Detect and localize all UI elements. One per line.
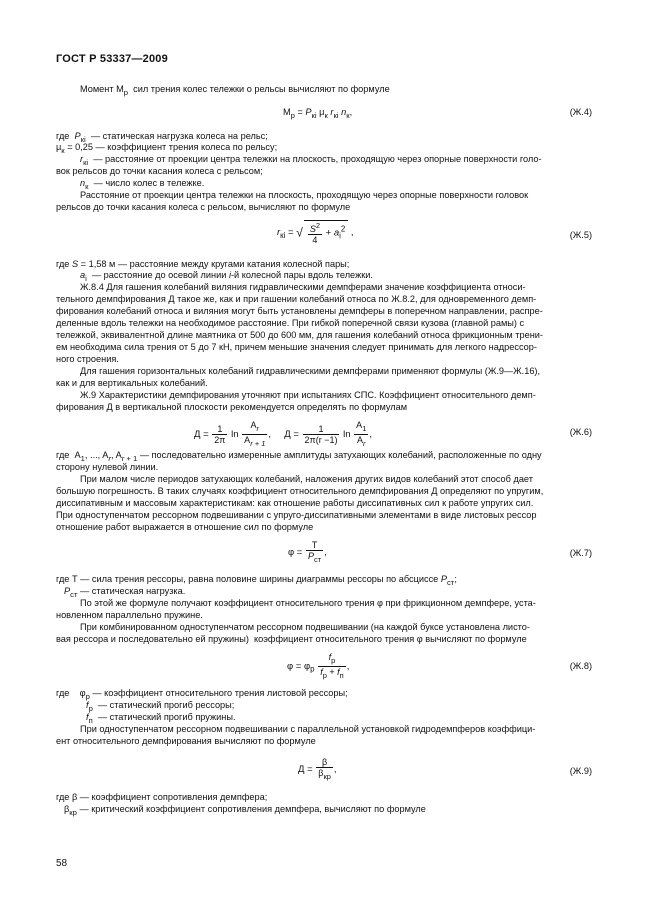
- paragraph-line: фирования колебаний относа и виляния могут быть установлены демпферы в поперечном направлении, распре-: [56, 306, 543, 316]
- formula-zh6: Д = $\frac{1}{2\pi}$ ln $\frac{A_r}{A_{r + 1}}$ , Д = $\frac{1}{2\pi(r -1)}$ ln $\frac{A_1}{A_r}$ ,: [194, 420, 372, 448]
- definition-line: $f_р$ — статический прогиб рессоры;: [86, 700, 235, 713]
- equation-number: (Ж.7): [569, 548, 592, 558]
- paragraph-line: Ж.8.4 Для гашения колебаний виляния гидравлическими демпферами значение коэффициента относи-: [80, 282, 526, 292]
- formula-zh4: $M_р = P_{кi}$ $\mu_к$ $r_{кi}$ $n_к$,: [283, 107, 353, 120]
- paragraph-line: Для гашения горизонтальных колебаний гидравлическими демпферами применяют формулы (Ж.9—Ж.16),: [80, 366, 541, 376]
- equation-number: (Ж.8): [569, 661, 592, 671]
- paragraph-line: большую погрешность. В таких случаях коэффициент относительного демпфирования Д определяют по упругим,: [56, 486, 544, 496]
- definition-line: где $\varphi_р$ — коэффициент относительного трения листовой рессоры;: [56, 688, 348, 701]
- equation-number: (Ж.4): [569, 107, 592, 117]
- paragraph-line: При одноступенчатом рессорном подвешивании с параллельной установкой гидродемпферов коэффици-: [80, 724, 536, 734]
- formula-zh8: $\varphi = \varphi_р$ $f_р$ $f_р + f_п$ ,: [287, 652, 350, 680]
- definition-line: где Т — сила трения рессоры, равна половине ширины диаграммы рессоры по абсциссе $P_{ст}$;: [56, 574, 457, 587]
- definition-line: где $A_1$, ..., $A_r$, $A_{r + 1}$ — последовательно измеренные амплитуды затухающих колебаний, расположенные по одну: [56, 450, 542, 463]
- paragraph-line: По этой же формуле получают коэффициент относительного трения φ при фрикционном демпфере, уста-: [80, 598, 536, 608]
- paragraph-line: деленные вдоль тележки на необходимое расстояние. При гибкой поперечной связи кузова (главной рамы) с: [56, 318, 525, 328]
- definition-line: $\beta_{кр}$ — критический коэффициент сопротивления демпфера, вычисляют по формуле: [64, 804, 426, 817]
- definition-line: $P_{ст}$ — статическая нагрузка.: [64, 586, 186, 599]
- paragraph-line: ент относительного демпфирования вычисляют по формуле: [56, 736, 316, 746]
- page-number: 58: [56, 858, 68, 869]
- definition-line: где $P_{кi}$ — статическая нагрузка колеса на рельс;: [56, 131, 268, 144]
- document-header: ГОСТ Р 53337—2009: [56, 53, 168, 65]
- definition-line: сторону нулевой линии.: [56, 462, 159, 472]
- definition-line: где β — коэффициент сопротивления демпфера;: [56, 792, 268, 802]
- paragraph-line: диссипативным и массовым характеристикам: как отношение работы диссипативных сил к работе упругих сил.: [56, 498, 534, 508]
- equation-number: (Ж.9): [569, 766, 592, 776]
- definition-line: $n_к$ — число колес в тележке.: [80, 178, 205, 191]
- paragraph-line: тельного демпфирования Д такое же, как и при гашении колебаний относа по Ж.8.2, для одновременного демп-: [56, 294, 537, 304]
- paragraph-line: вая рессора и последовательно ей пружины) коэффициент относительного трения φ вычисляют по формуле: [56, 634, 527, 644]
- paragraph-line: тележкой, эквивалентной длине маятника от 500 до 600 мм, для гашения колебаний относа фрикционным трени-: [56, 330, 543, 340]
- paragraph-line: как и для вертикальных колебаний.: [56, 378, 208, 388]
- formula-zh9: Д = β $\beta_{кр}$ ,: [298, 757, 337, 781]
- paragraph-line: Расстояние от проекции центра тележки на плоскость, проходящую через опорные поверхности головок: [80, 190, 529, 200]
- definition-line: где S = 1,58 м — расстояние между кругами катания колесной пары;: [56, 259, 350, 269]
- paragraph-line: фирования Д в вертикальной плоскости рекомендуется определять по формулам: [56, 402, 408, 412]
- definition-line: вок рельсов до точки касания колеса с рельсом;: [56, 166, 263, 176]
- formula-zh7: φ = T $P_{ст}$ ,: [288, 540, 327, 564]
- equation-number: (Ж.6): [569, 427, 592, 437]
- definition-line: $a_i$ — расстояние до осевой линии i-й колесной пары вдоль тележки.: [80, 270, 373, 283]
- paragraph-line: Момент $M_р$ сил трения колес тележки о рельсы вычисляют по формуле: [80, 84, 390, 97]
- paragraph-line: Ж.9 Характеристики демпфирования уточняют при испытаниях СПС. Коэффициент относительного демп-: [80, 390, 536, 400]
- paragraph-line: новленном параллельно пружине.: [56, 610, 203, 620]
- paragraph-line: При малом числе периодов затухающих колебаний, наложения других видов колебаний этот способ дает: [80, 474, 533, 484]
- paragraph-line: При комбинированном одноступенчатом рессорном подвешивании (на каждой буксе установлена листо-: [80, 622, 530, 632]
- definition-line: $\mu_к = 0,25$ — коэффициент трения колеса по рельсу;: [56, 142, 278, 155]
- equation-number: (Ж.5): [569, 230, 592, 240]
- definition-line: $f_п$ — статический прогиб пружины.: [86, 712, 236, 725]
- paragraph-line: При одноступенчатом рессорном подвешивании с упруго-диссипативными элементами в виде листовых рессор: [56, 510, 537, 520]
- paragraph-line: ного строения.: [56, 354, 119, 364]
- paragraph-line: рельсов до точки касания колеса с рельсом, вычисляют по формуле: [56, 202, 351, 212]
- paragraph-line: ем необходима сила трения от 5 до 7 кН, причем меньшие значения следует принимать для легкого надрессор-: [56, 342, 537, 352]
- formula-zh5: $r_{кi}$ = √ $\frac{S^2}{4}$ + $a_i^2$ ,: [277, 221, 354, 245]
- paragraph-line: отношение работ выражается в отношение сил по формуле: [56, 522, 314, 532]
- definition-line: $r_{кi}$ — расстояние от проекции центра тележки на плоскость, проходящую через опорные поверхности голо-: [80, 154, 542, 167]
